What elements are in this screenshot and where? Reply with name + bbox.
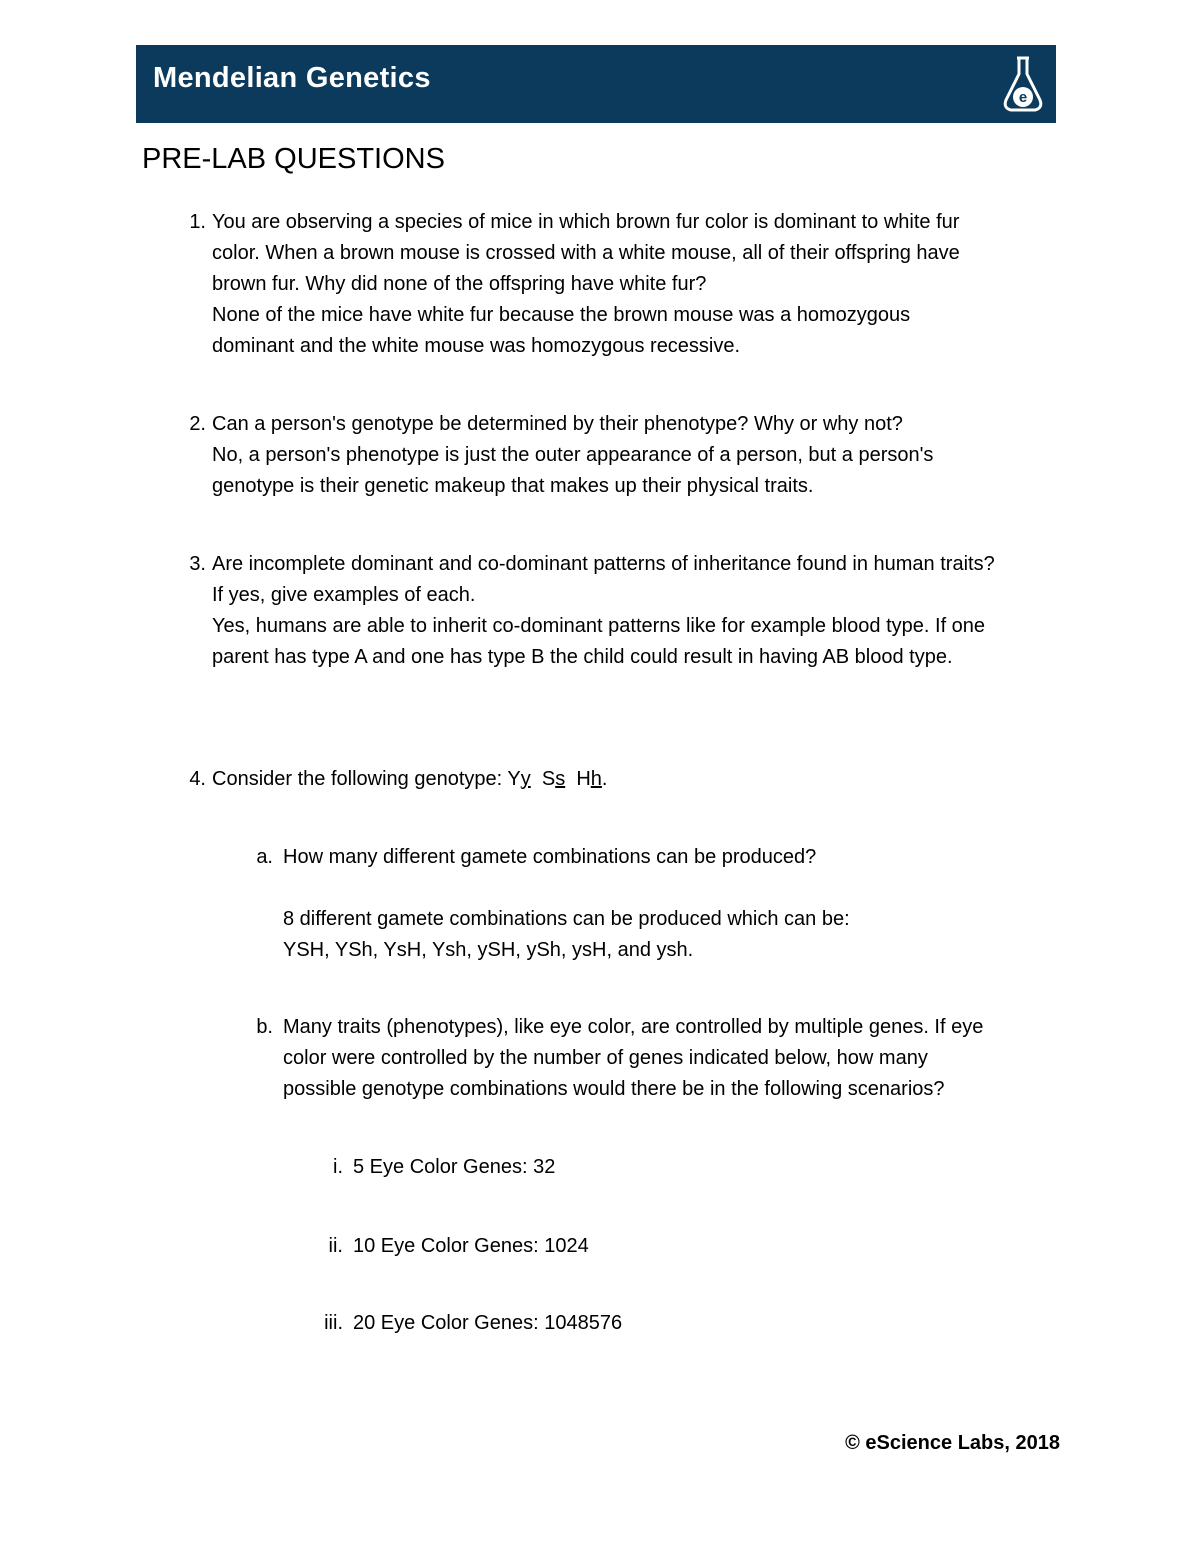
- genotype-line: [212, 764, 1072, 795]
- question-text-line: Are incomplete dominant and co-dominant patterns of inheritance found in human traits?: [212, 553, 995, 575]
- scenario-text: 5 Eye Color Genes: 32: [353, 1156, 556, 1178]
- question-text-line: color were controlled by the number of genes indicated below, how many: [283, 1047, 928, 1069]
- allele-dominant: S: [541, 768, 556, 790]
- flask-e-icon: [1000, 54, 1046, 114]
- document-title: Mendelian Genetics: [153, 62, 431, 94]
- answer-text-line: Yes, humans are able to inherit co-dominant patterns like for example blood type. If one: [212, 615, 986, 637]
- answer-text-line: None of the mice have white fur because the brown mouse was a homozygous: [212, 304, 911, 326]
- question-text-line: brown fur. Why did none of the offspring have white fur?: [212, 273, 707, 295]
- answer-text-line: 8 different gamete combinations can be produced which can be:: [283, 908, 850, 930]
- question-number: 4.: [189, 768, 206, 790]
- question-number: 2.: [189, 413, 206, 435]
- question-1: [189, 207, 1072, 362]
- svg-text:e: e: [1018, 89, 1028, 106]
- section-title: PRE-LAB QUESTIONS: [142, 143, 445, 175]
- question-text-line: If yes, give examples of each.: [212, 584, 476, 606]
- question-text-line: color. When a brown mouse is crossed with a white mouse, all of their offspring have: [212, 242, 960, 264]
- question-4a: [256, 842, 1083, 966]
- answer-text-line: parent has type A and one has type B the child could result in having AB blood type.: [212, 646, 953, 668]
- answer-text-line: No, a person's phenotype is just the outer appearance of a person, but a person's: [212, 444, 934, 466]
- question-text-line: Can a person's genotype be determined by their phenotype? Why or why not?: [212, 413, 903, 435]
- question-number: 3.: [189, 553, 206, 575]
- question-text-line: Many traits (phenotypes), like eye color, are controlled by multiple genes. If eye: [283, 1016, 984, 1038]
- copyright-footer: © eScience Labs, 2018: [845, 1432, 1060, 1454]
- genotype-prefix: Consider the following genotype:: [212, 768, 508, 790]
- scenario-text: 10 Eye Color Genes: 1024: [353, 1235, 589, 1257]
- allele-recessive: h: [590, 768, 602, 790]
- scenario-label: i.: [333, 1156, 343, 1178]
- allele-recessive: y: [520, 768, 531, 790]
- sub-question-label: b.: [256, 1016, 273, 1038]
- header-bar: [136, 45, 1056, 123]
- question-text-line: You are observing a species of mice in which brown fur color is dominant to white fur: [212, 211, 960, 233]
- question-4b: [256, 1012, 1083, 1105]
- question-3: [189, 549, 1092, 673]
- question-text-line: How many different gamete combinations can be produced?: [283, 846, 817, 868]
- question-4: [189, 764, 1072, 795]
- answer-text-line: dominant and the white mouse was homozygous recessive.: [212, 335, 741, 357]
- genotype-suffix: .: [601, 768, 608, 790]
- answer-text-line: YSH, YSh, YsH, Ysh, ySH, ySh, ysH, and ysh.: [283, 939, 694, 961]
- sub-question-label: a.: [256, 846, 273, 868]
- allele-dominant: H: [576, 768, 591, 790]
- question-text-line: possible genotype combinations would there be in the following scenarios?: [283, 1078, 945, 1100]
- scenario-item: [333, 1152, 1053, 1183]
- question-2: [189, 409, 1072, 502]
- scenario-item: [324, 1308, 1053, 1339]
- scenario-item: [328, 1231, 1053, 1262]
- scenario-label: iii.: [324, 1312, 343, 1334]
- allele-recessive: s: [555, 768, 566, 790]
- question-number: 1.: [189, 211, 206, 233]
- answer-text-line: genotype is their genetic makeup that makes up their physical traits.: [212, 475, 814, 497]
- allele-dominant: Y: [507, 768, 521, 790]
- scenario-text: 20 Eye Color Genes: 1048576: [353, 1312, 623, 1334]
- scenario-label: ii.: [328, 1235, 343, 1257]
